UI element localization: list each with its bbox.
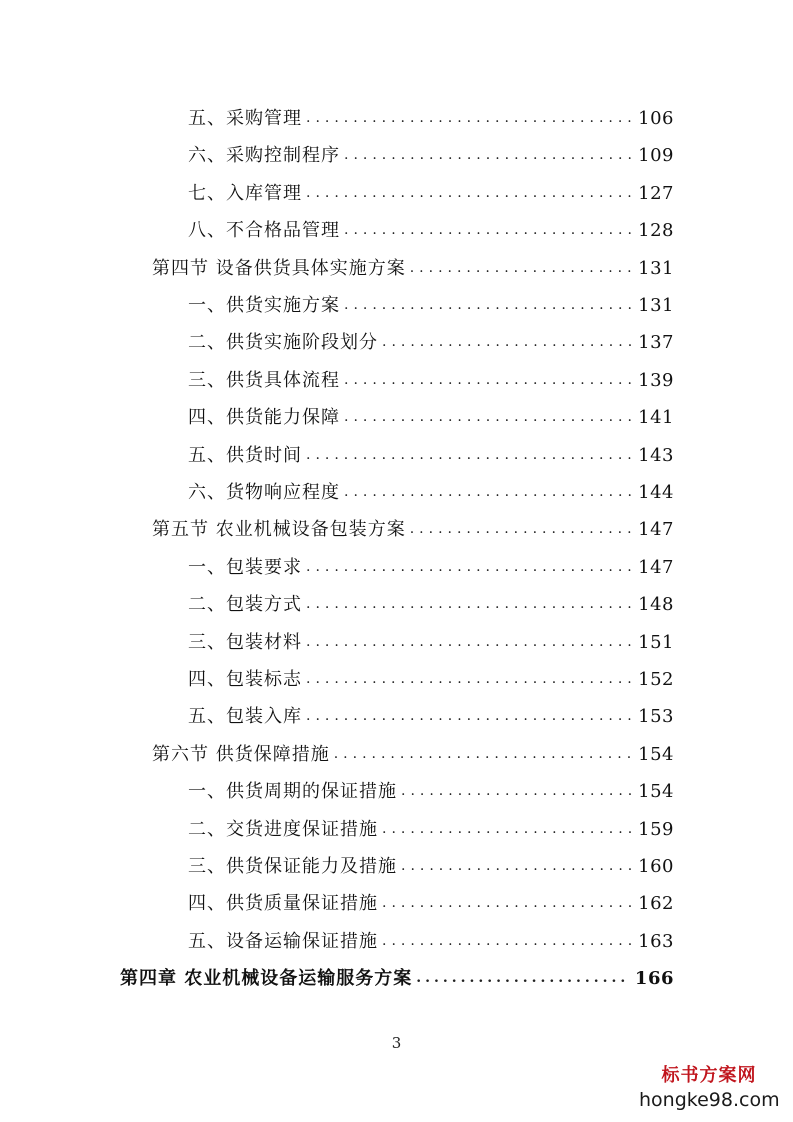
watermark-logo — [639, 1064, 779, 1112]
toc-entry-label: 五、设备运输保证措施 — [188, 930, 378, 952]
toc-leader-dots — [382, 923, 632, 960]
toc-leader-dots — [382, 324, 632, 361]
toc-leader-dots — [334, 736, 632, 773]
toc-entry-section — [152, 511, 674, 548]
toc-entry-page-number: 147 — [638, 556, 674, 578]
toc-entry-page-number: 147 — [638, 519, 674, 541]
toc-entry-sub — [188, 661, 674, 698]
toc-entry-sub — [188, 137, 674, 174]
toc-entry-page-number: 141 — [638, 407, 674, 429]
toc-entry-page-number: 166 — [634, 968, 674, 990]
toc-entry-sub — [188, 624, 674, 661]
toc-entry-sub — [188, 923, 674, 960]
toc-entry-section — [152, 736, 674, 773]
toc-leader-dots — [306, 624, 632, 661]
toc-entry-sub — [188, 811, 674, 848]
toc-entry-page-number: 154 — [638, 781, 674, 803]
toc-entry-sub — [188, 399, 674, 436]
toc-entry-section — [152, 250, 674, 287]
toc-entry-label: 三、包装材料 — [188, 631, 302, 653]
toc-entry-chapter — [120, 960, 674, 997]
toc-entry-sub — [188, 437, 674, 474]
toc-leader-dots — [306, 437, 632, 474]
toc-entry-page-number: 137 — [638, 332, 674, 354]
watermark-brand-text: 标书方案网 — [661, 1065, 757, 1086]
toc-entry-page-number: 163 — [638, 930, 674, 952]
toc-entry-label: 五、供货时间 — [188, 444, 302, 466]
toc-entry-label: 二、包装方式 — [188, 594, 302, 616]
toc-entry-sub — [188, 287, 674, 324]
toc-entry-label: 第四节 设备供货具体实施方案 — [152, 257, 406, 279]
toc-entry-page-number: 159 — [638, 818, 674, 840]
toc-entry-page-number: 151 — [638, 631, 674, 653]
toc-entry-label: 三、供货具体流程 — [188, 369, 340, 391]
toc-leader-dots — [344, 399, 632, 436]
toc-entry-label: 五、采购管理 — [188, 108, 302, 129]
toc-entry-page-number: 131 — [638, 295, 674, 316]
toc-leader-dots — [382, 885, 632, 922]
toc-leader-dots — [382, 811, 632, 848]
toc-leader-dots — [306, 549, 632, 586]
toc-entry-page-number: 143 — [638, 444, 674, 466]
toc-entry-label: 六、货物响应程度 — [188, 482, 340, 503]
toc-entry-label: 七、入库管理 — [188, 182, 302, 204]
toc-leader-dots — [344, 287, 632, 324]
toc-entry-sub — [188, 474, 674, 511]
toc-entry-page-number: 152 — [638, 669, 674, 690]
toc-entry-label: 六、采购控制程序 — [188, 145, 340, 167]
toc-entry-page-number: 106 — [638, 108, 674, 129]
toc-entry-page-number: 153 — [638, 706, 674, 728]
toc-leader-dots — [416, 960, 629, 997]
toc-leader-dots — [306, 661, 632, 698]
toc-leader-dots — [401, 848, 632, 885]
toc-entry-label: 四、供货能力保障 — [188, 407, 340, 429]
toc-entry-label: 一、包装要求 — [188, 556, 302, 578]
toc-leader-dots — [306, 586, 632, 623]
toc-leader-dots — [344, 474, 632, 511]
toc-entry-sub — [188, 549, 674, 586]
toc-entry-sub — [188, 698, 674, 735]
toc-entry-label: 四、包装标志 — [188, 669, 302, 690]
toc-entry-label: 一、供货周期的保证措施 — [188, 781, 397, 803]
toc-entry-label: 五、包装入库 — [188, 706, 302, 728]
toc-entry-page-number: 128 — [638, 220, 674, 242]
toc-entry-sub — [188, 586, 674, 623]
toc-leader-dots — [306, 698, 632, 735]
toc-entry-label: 八、不合格品管理 — [188, 220, 340, 242]
toc-entry-page-number: 154 — [638, 743, 674, 765]
toc-entry-sub — [188, 848, 674, 885]
toc-entry-page-number: 131 — [638, 257, 674, 279]
toc-leader-dots — [344, 362, 632, 399]
toc-entry-page-number: 160 — [638, 856, 674, 877]
toc-entry-label: 第六节 供货保障措施 — [152, 743, 330, 765]
watermark-url: hongke98.com — [639, 1089, 780, 1111]
toc-entry-page-number: 162 — [638, 893, 674, 915]
toc-leader-dots — [306, 175, 632, 212]
toc-entry-sub — [188, 773, 674, 810]
toc-entry-label: 二、交货进度保证措施 — [188, 818, 378, 840]
toc-entry-page-number: 127 — [638, 182, 674, 204]
toc-entry-sub — [188, 175, 674, 212]
toc-leader-dots — [410, 250, 632, 287]
toc-leader-dots — [401, 773, 632, 810]
toc-entry-page-number: 148 — [638, 594, 674, 616]
toc-entry-page-number: 139 — [638, 369, 674, 391]
toc-entry-sub — [188, 324, 674, 361]
toc-leader-dots — [344, 137, 632, 174]
toc-entry-label: 一、供货实施方案 — [188, 295, 340, 316]
toc-entry-label: 第五节 农业机械设备包装方案 — [152, 519, 406, 541]
toc-entry-sub — [188, 362, 674, 399]
toc-leader-dots — [344, 212, 632, 249]
toc-entry-sub — [188, 885, 674, 922]
toc-entry-label: 四、供货质量保证措施 — [188, 893, 378, 915]
toc-leader-dots — [410, 511, 632, 548]
page-number: 3 — [391, 1034, 402, 1052]
toc-entry-sub — [188, 100, 674, 137]
toc-entry-label: 二、供货实施阶段划分 — [188, 332, 378, 354]
toc-entry-sub — [188, 212, 674, 249]
toc-entry-label: 三、供货保证能力及措施 — [188, 856, 397, 877]
toc-entry-label: 第四章 农业机械设备运输服务方案 — [120, 968, 413, 990]
toc-entry-page-number: 144 — [638, 482, 674, 503]
toc-leader-dots — [306, 100, 632, 137]
toc-entry-page-number: 109 — [638, 145, 674, 167]
